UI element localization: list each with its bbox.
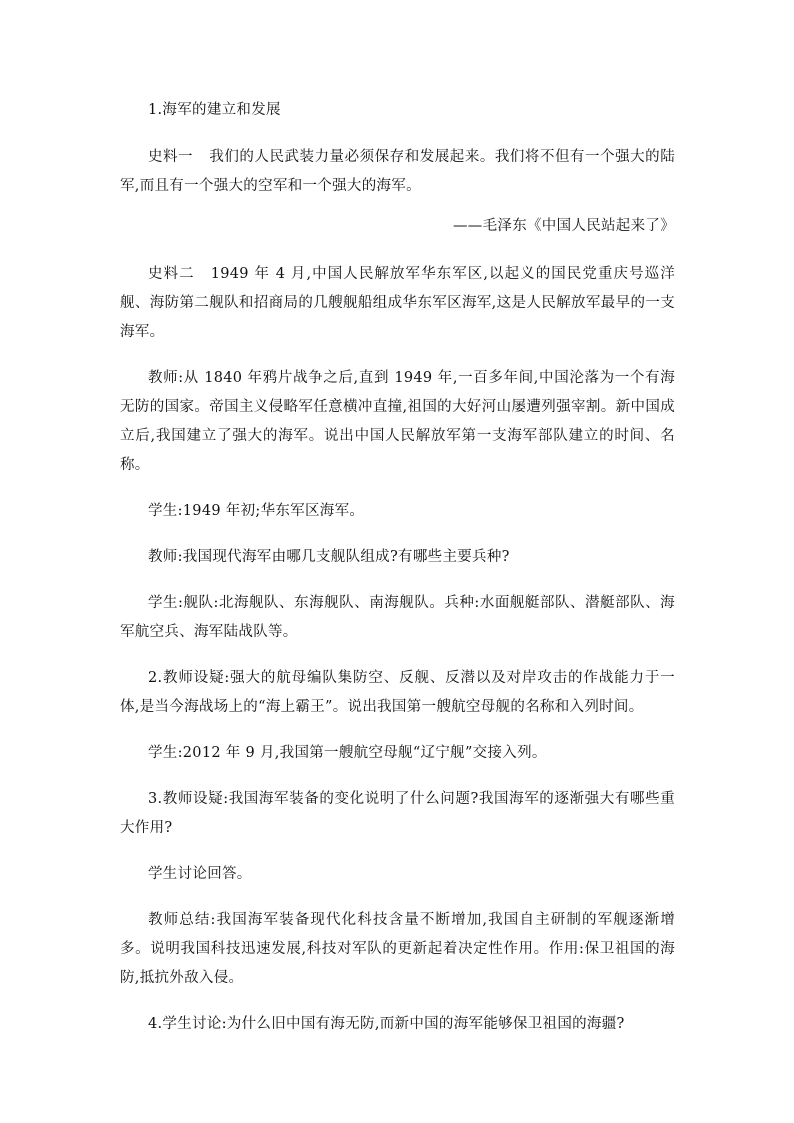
paragraph-text: 学生:1949 年初;华东军区海军。 [148,503,365,519]
paragraph-text: 4.学生讨论:为什么旧中国有海无防,而新中国的海军能够保卫祖国的海疆? [148,1016,625,1032]
paragraph-text: 学生:舰队:北海舰队、东海舰队、南海舰队。兵种:水面舰艇部队、潜艇部队、海军航空兵、海军陆战队等。 [120,595,675,640]
historical-source-one [120,143,675,201]
source-label: 史料二 [148,266,195,282]
attribution-text: ——毛泽东《中国人民站起来了》 [453,218,675,234]
teacher-question-paragraph [120,785,675,843]
historical-source-two [120,260,675,347]
teacher-question-paragraph [120,543,675,572]
paragraph-text: 3.教师设疑:我国海军装备的变化说明了什么问题?我国海军的逐渐强大有哪些重大作用? [120,791,675,836]
paragraph-text: 教师总结:我国海军装备现代化科技含量不断增加,我国自主研制的军舰逐渐增多。说明我国科技迅速发展,科技对军队的更新起着决定性作用。作用:保卫祖国的海防,抵抗外敌入侵。 [120,912,675,986]
paragraph-text: 教师:我国现代海军由哪几支舰队组成?有哪些主要兵种? [148,549,510,565]
paragraph-text: 教师:从 1840 年鸦片战争之后,直到 1949 年,一百多年间,中国沦落为一个有海无防的国家。帝国主义侵略军任意横冲直撞,祖国的大好河山屡遭列强宰割。新中国成立后,我国建立了强大的海军。说出中国人民解放军第一支海军部队建立的时间、名称。 [120,370,675,473]
section-heading-navy-establishment [120,96,675,125]
paragraph-text: 学生:2012 年 9 月,我国第一艘航空母舰“辽宁舰”交接入列。 [148,745,547,761]
document-page [120,96,675,1056]
teacher-question-paragraph [120,664,675,722]
teacher-paragraph [120,364,675,480]
source-label: 史料一 [148,149,194,165]
paragraph-text: 1.海军的建立和发展 [148,102,281,118]
student-discussion-paragraph [120,1010,675,1039]
paragraph-text: 学生讨论回答。 [148,866,252,882]
quote-attribution [120,212,675,241]
teacher-summary-paragraph [120,906,675,993]
source-text: 我们的人民武装力量必须保存和发展起来。我们将不但有一个强大的陆军,而且有一个强大的空军和一个强大的海军。 [120,149,675,194]
student-answer-paragraph [120,739,675,768]
paragraph-text: 2.教师设疑:强大的航母编队集防空、反舰、反潜以及对岸攻击的作战能力于一体,是当今海战场上的“海上霸王”。说出我国第一艘航空母舰的名称和入列时间。 [120,670,675,715]
source-text: 1949 年 4 月,中国人民解放军华东军区,以起义的国民党重庆号巡洋舰、海防第二舰队和招商局的几艘舰船组成华东军区海军,这是人民解放军最早的一支海军。 [120,266,676,340]
student-answer-paragraph [120,497,675,526]
student-answer-paragraph [120,589,675,647]
student-discussion-paragraph [120,860,675,889]
